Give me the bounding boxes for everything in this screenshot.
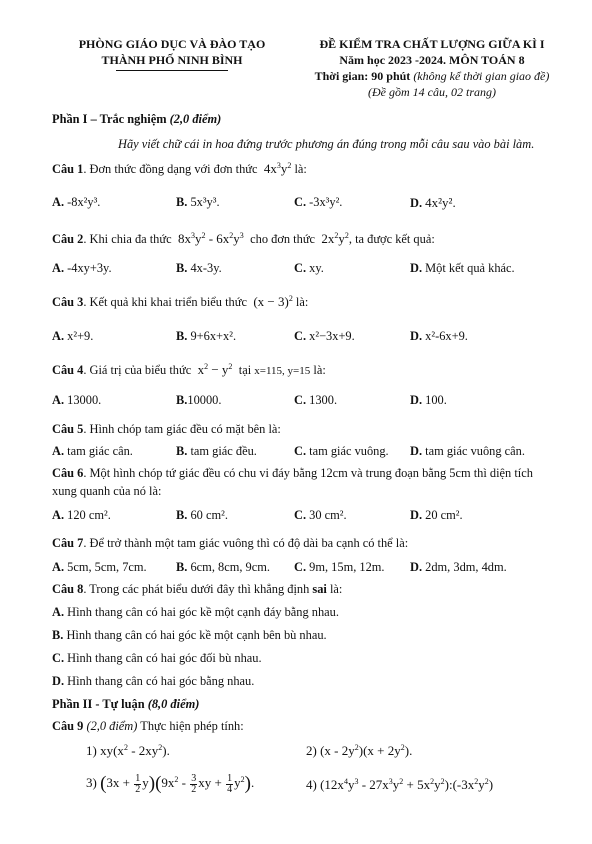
option-d: D. 20 cm².: [410, 508, 463, 522]
option-b: B.10000.: [176, 393, 222, 407]
option-a: A. Hình thang cân có hai góc kề một cạnh đáy bằng nhau.: [52, 605, 339, 619]
part2-points: (8,0 điểm): [147, 697, 200, 711]
question-1: [52, 161, 307, 177]
option-a: A. x²+9.: [52, 329, 94, 343]
option-b: B. 9+6x+x².: [176, 329, 237, 343]
option-c: C. 9m, 15m, 12m.: [294, 560, 385, 574]
option-c: C. x²−3x+9.: [294, 329, 355, 343]
question-label: Câu 3: [52, 295, 84, 309]
question-label: Câu 5: [52, 422, 84, 436]
exercise-1: 1) $xy(x^2 - 2xy^2)$.: [86, 743, 170, 758]
part1-instruction: Hãy viết chữ cái in hoa đứng trước phương án đúng trong mỗi câu sau vào bài làm.: [118, 137, 535, 151]
part2-title: Phần II - Tự luận: [52, 697, 145, 711]
option-c: C. 30 cm².: [294, 508, 347, 522]
question-tail: là:: [294, 162, 307, 176]
option-c: C. tam giác vuông.: [294, 444, 389, 458]
option-a: A. -4xy+3y.: [52, 261, 112, 275]
emphasis-word: sai: [312, 582, 327, 596]
part2-heading: [52, 697, 199, 712]
option-b: B. 6cm, 8cm, 9cm.: [176, 560, 270, 574]
question-label: Câu 4: [52, 363, 84, 377]
department-header: [52, 36, 292, 71]
option-a: A. 13000.: [52, 393, 102, 407]
question-label: Câu 2: [52, 232, 84, 246]
option-b: B. Hình thang cân có hai góc kề một cạnh bên bù nhau.: [52, 628, 327, 642]
department-name: PHÒNG GIÁO DỤC VÀ ĐÀO TẠO: [78, 37, 266, 51]
header-underline: [116, 70, 228, 71]
option-b: B. 4x-3y.: [176, 261, 222, 275]
option-a: A. 120 cm².: [52, 508, 111, 522]
exam-title: ĐỀ KIỂM TRA CHẤT LƯỢNG GIỮA KÌ I: [319, 37, 545, 51]
option-a: A. 5cm, 5cm, 7cm.: [52, 560, 147, 574]
option-b: B. tam giác đều.: [176, 444, 257, 458]
question-4: Câu 4. Giá trị của biểu thức $x^2 - y^2$ tại x=115, y=15 là:: [52, 362, 326, 377]
exercise-4: 4) ($12x^4y^3 - 27x^3y^2$ + $5x^2y^2):(-3x^2y^2)$: [306, 777, 494, 792]
option-c: C. -3x³y².: [294, 195, 343, 209]
condition: x=115, y=15: [254, 365, 311, 377]
city-name: THÀNH PHỐ NINH BÌNH: [101, 53, 243, 67]
math-expression: $4x^3y^2$: [260, 161, 292, 176]
math-expression: $(x - 3)^2$: [250, 294, 293, 309]
exercise-3: 3) (3x + $\frac{1}{2}$ $y)(9x^2$ - $\frac{3}{2}$ xy + $\frac{1}{4}$ $y^2$).: [86, 772, 255, 795]
pages-note: (Đề gồm 14 câu, 02 trang): [368, 85, 496, 99]
option-d: D. x²-6x+9.: [410, 329, 468, 343]
option-c: C. Hình thang cân có hai góc đối bù nhau.: [52, 651, 262, 665]
math-expression: $2x^2y^2$: [318, 231, 349, 246]
option-b: B. 5x³y³.: [176, 195, 220, 209]
question-2: Câu 2. Khi chia đa thức $8x^3y^2 - 6x^2y^3$ cho đơn thức $2x^2y^2$, ta được kết quả:: [52, 231, 435, 246]
school-year-subject: Năm học 2023 -2024. MÔN TOÁN 8: [339, 53, 525, 67]
time-label: Thời gian: 90 phút: [314, 69, 411, 83]
math-expression: $x^2 - y^2$: [194, 362, 233, 377]
question-label: Câu 6: [52, 466, 84, 480]
question-label: Câu 9: [52, 719, 84, 733]
question-7: Câu 7. Để trở thành một tam giác vuông thì có độ dài ba cạnh có thể là:: [52, 536, 409, 550]
exam-header: [300, 36, 564, 100]
question-label: Câu 8: [52, 582, 84, 596]
question-label: Câu 1: [52, 162, 84, 176]
part1-heading: [52, 112, 221, 127]
option-d: D. Hình thang cân có hai góc bằng nhau.: [52, 674, 255, 688]
option-b: B. 60 cm².: [176, 508, 228, 522]
option-d: D. Một kết quả khác.: [410, 261, 515, 275]
option-a: A. -8x²y³.: [52, 195, 101, 209]
question-points: (2,0 điểm): [86, 719, 138, 733]
question-stem: . Đơn thức đồng dạng với đơn thức: [83, 162, 258, 176]
option-d: D. 4x²y².: [410, 195, 456, 210]
time-note: (không kể thời gian giao đề): [413, 69, 550, 83]
option-c: C. xy.: [294, 261, 324, 275]
question-3: Câu 3. Kết quả khi khai triển biểu thức $(x - 3)^2$ là:: [52, 294, 309, 309]
part1-title: Phần I – Trắc nghiệm: [52, 112, 167, 126]
question-5: Câu 5. Hình chóp tam giác đều có mặt bên là:: [52, 422, 281, 436]
question-9: Câu 9 (2,0 điểm) Thực hiện phép tính:: [52, 719, 244, 733]
option-c: C. 1300.: [294, 393, 338, 407]
option-a: A. tam giác cân.: [52, 444, 133, 458]
part1-points: (2,0 điểm): [169, 112, 222, 126]
option-d: D. 2dm, 3dm, 4dm.: [410, 560, 507, 574]
exercise-2: 2) $(x - 2y^2)(x + 2y^2)$.: [306, 743, 413, 758]
question-6: Câu 6. Một hình chóp tứ giác đều có chu vi đáy bằng 12cm và trung đoạn bằng 5cm thì diện tích xung quanh của nó là:: [52, 466, 533, 498]
question-8: Câu 8. Trong các phát biểu dưới đây thì khẳng định sai là:: [52, 582, 343, 596]
option-d: D. tam giác vuông cân.: [410, 444, 525, 458]
math-expression: $8x^3y^2 - 6x^2y^3$: [174, 231, 244, 246]
option-d: D. 100.: [410, 393, 447, 407]
question-label: Câu 7: [52, 536, 84, 550]
